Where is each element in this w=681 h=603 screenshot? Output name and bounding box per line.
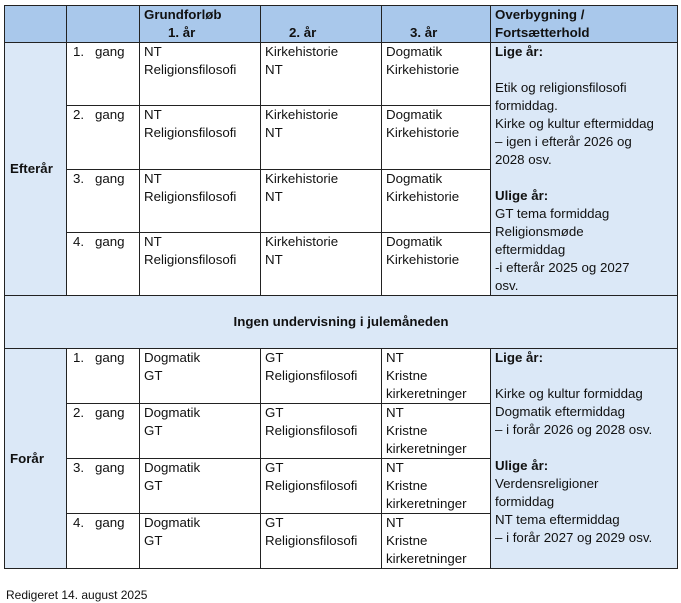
subject: Religionsfilosofi: [144, 125, 237, 141]
year1-cell: [140, 459, 261, 514]
subject: Dogmatik: [386, 44, 443, 59]
gang-cell: [67, 232, 140, 295]
subject: Kirkehistorie: [386, 125, 460, 141]
gang-number: 3.: [73, 460, 85, 475]
year3-cell: [382, 232, 491, 295]
subject: kirkeretninger: [386, 551, 467, 566]
header-fortsaetter-label: Fortsætterhold: [495, 25, 590, 40]
subject: kirkeretninger: [386, 386, 467, 401]
subject: GT: [144, 368, 163, 383]
subject: Kirkehistorie: [265, 107, 339, 123]
subject: NT: [386, 405, 404, 420]
ob-line: – i forår 2027 og 2029 osv.: [495, 530, 653, 545]
semester-label-foraar: Forår: [5, 349, 67, 569]
year3-cell: [382, 514, 491, 569]
ulige-title: Ulige år:: [495, 458, 549, 473]
gang-cell: [67, 169, 140, 232]
table-row: [5, 349, 678, 404]
gang-number: 3.: [73, 170, 85, 186]
subject: Religionsfilosofi: [144, 251, 237, 267]
gang-cell: [67, 43, 140, 106]
gang-number: 2.: [73, 405, 85, 420]
year1-cell: [140, 43, 261, 106]
gang-label: gang: [95, 405, 125, 420]
year3-cell: [382, 106, 491, 169]
subject: Dogmatik: [144, 350, 201, 365]
subject: Dogmatik: [144, 460, 201, 475]
year3-cell: [382, 43, 491, 106]
subject: NT: [265, 62, 283, 77]
subject: GT: [144, 478, 163, 493]
lige-title: Lige år:: [495, 350, 544, 365]
gang-cell: [67, 404, 140, 459]
year3-cell: [382, 169, 491, 232]
ob-line: Kirke og kultur formiddag: [495, 386, 643, 401]
gang-cell: [67, 514, 140, 569]
ob-line: – i forår 2026 og 2028 osv.: [495, 422, 653, 437]
ob-line: GT tema formiddag: [495, 206, 610, 221]
year1-cell: [140, 514, 261, 569]
ob-line: 2028 osv.: [495, 152, 552, 167]
gang-number: 4.: [73, 233, 85, 249]
year1-cell: [140, 169, 261, 232]
year3-cell: [382, 459, 491, 514]
subject: Kristne: [386, 533, 428, 548]
subject: Religionsfilosofi: [265, 478, 358, 493]
year3-cell: [382, 404, 491, 459]
edited-date-footer: Redigeret 14. august 2025: [6, 588, 148, 602]
header-year1-label: 1. år: [168, 25, 196, 40]
subject: NT: [144, 170, 162, 186]
subject: NT: [386, 350, 404, 365]
subject: Kirkehistorie: [265, 233, 339, 249]
lige-title: Lige år:: [495, 44, 544, 59]
subject: GT: [265, 515, 284, 530]
subject: NT: [144, 44, 162, 59]
gang-label: gang: [95, 44, 125, 59]
header-empty-cell: [5, 6, 67, 43]
ob-line: -i efterår 2025 og 2027: [495, 260, 630, 275]
subject: NT: [144, 107, 162, 123]
year2-cell: [261, 514, 382, 569]
subject: NT: [265, 188, 283, 204]
ob-line: osv.: [495, 278, 519, 293]
ob-line: formiddag: [495, 494, 555, 509]
subject: Dogmatik: [144, 515, 201, 530]
header-year1: [140, 6, 261, 43]
subject: Kirkehistorie: [386, 188, 460, 204]
header-overbygning: [491, 6, 678, 43]
gang-cell: [67, 459, 140, 514]
band-row: [5, 296, 678, 349]
subject: GT: [144, 533, 163, 548]
subject: Kirkehistorie: [265, 170, 339, 186]
subject: Religionsfilosofi: [265, 423, 358, 438]
gang-label: gang: [95, 350, 125, 365]
subject: Kirkehistorie: [386, 251, 460, 267]
overbygning-efteraar: [491, 43, 678, 296]
gang-number: 2.: [73, 107, 85, 123]
subject: Dogmatik: [144, 405, 201, 420]
subject: Kristne: [386, 423, 428, 438]
year2-cell: [261, 232, 382, 295]
schedule-table: [4, 5, 678, 569]
year1-cell: [140, 106, 261, 169]
gang-label: gang: [95, 170, 125, 186]
ob-line: formiddag.: [495, 98, 558, 113]
subject: NT: [265, 251, 283, 267]
subject: NT: [144, 233, 162, 249]
subject: Religionsfilosofi: [265, 368, 358, 383]
ob-line: Etik og religionsfilosofi: [495, 80, 627, 95]
subject: GT: [265, 350, 284, 365]
gang-label: gang: [95, 107, 125, 123]
semester-label-efteraar: Efterår: [5, 43, 67, 296]
header-row: [5, 6, 678, 43]
year1-cell: [140, 404, 261, 459]
header-year3-label: 3. år: [410, 25, 438, 40]
header-empty-cell-2: [67, 6, 140, 43]
subject: Religionsfilosofi: [144, 62, 237, 77]
year1-cell: [140, 232, 261, 295]
subject: NT: [386, 515, 404, 530]
subject: Kristne: [386, 478, 428, 493]
header-grundforlob: Grundforløb: [144, 7, 222, 22]
ob-line: – igen i efterår 2026 og: [495, 134, 632, 149]
ob-line: Dogmatik eftermiddag: [495, 404, 626, 419]
subject: kirkeretninger: [386, 441, 467, 456]
year2-cell: [261, 169, 382, 232]
overbygning-foraar: [491, 349, 678, 569]
gang-cell: [67, 349, 140, 404]
ob-line: Religionsmøde: [495, 224, 584, 239]
subject: Religionsfilosofi: [265, 533, 358, 548]
header-year2-label: 2. år: [289, 25, 317, 40]
ulige-title: Ulige år:: [495, 188, 549, 203]
gang-cell: [67, 106, 140, 169]
gang-number: 1.: [73, 44, 85, 59]
year2-cell: [261, 404, 382, 459]
gang-label: gang: [95, 515, 125, 530]
header-year3: [382, 6, 491, 43]
subject: NT: [386, 460, 404, 475]
subject: Dogmatik: [386, 107, 443, 123]
year1-cell: [140, 349, 261, 404]
subject: GT: [144, 423, 163, 438]
subject: Religionsfilosofi: [144, 188, 237, 204]
ob-line: Kirke og kultur eftermiddag: [495, 116, 654, 131]
year2-cell: [261, 106, 382, 169]
subject: Kirkehistorie: [386, 62, 460, 77]
ob-line: eftermiddag: [495, 242, 566, 257]
table-row: [5, 43, 678, 106]
year2-cell: [261, 459, 382, 514]
subject: Dogmatik: [386, 233, 443, 249]
subject: kirkeretninger: [386, 496, 467, 511]
subject: GT: [265, 405, 284, 420]
header-year2: [261, 6, 382, 43]
subject: GT: [265, 460, 284, 475]
subject: Kirkehistorie: [265, 44, 339, 59]
gang-number: 4.: [73, 515, 85, 530]
ob-line: NT tema eftermiddag: [495, 512, 620, 527]
no-teaching-banner: Ingen undervisning i julemåneden: [5, 296, 678, 349]
year3-cell: [382, 349, 491, 404]
ob-line: Verdensreligioner: [495, 476, 599, 491]
subject: Kristne: [386, 368, 428, 383]
gang-label: gang: [95, 460, 125, 475]
year2-cell: [261, 349, 382, 404]
header-overbygning-label: Overbygning /: [495, 7, 585, 22]
subject: NT: [265, 125, 283, 141]
year2-cell: [261, 43, 382, 106]
gang-number: 1.: [73, 350, 85, 365]
subject: Dogmatik: [386, 170, 443, 186]
gang-label: gang: [95, 233, 125, 249]
